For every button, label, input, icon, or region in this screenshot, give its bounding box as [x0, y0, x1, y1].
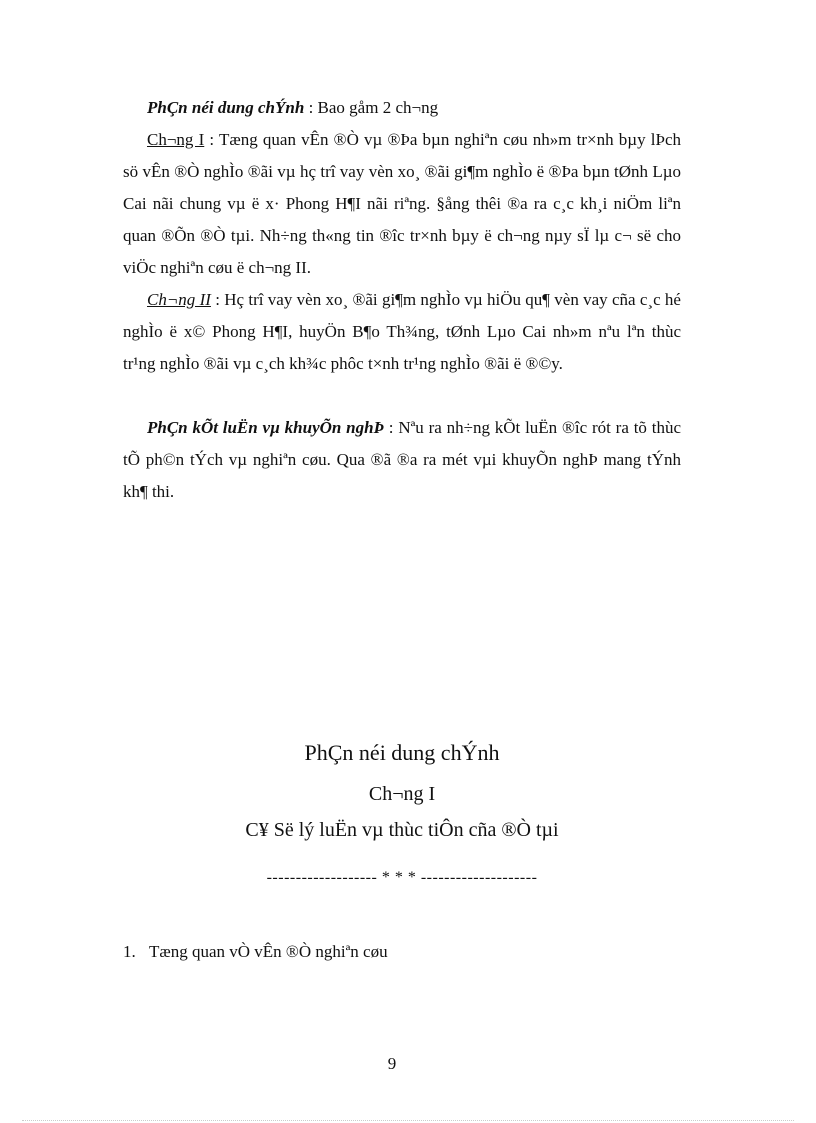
- intro-lead: PhÇn néi dung chÝnh: [147, 98, 305, 117]
- page-number: 9: [387, 1054, 397, 1073]
- conclusion-summary-lead: PhÇn kÕt luËn vµ khuyÕn nghÞ: [147, 418, 384, 437]
- chapter-subtitle: C¥ Së lý luËn vµ thùc tiÔn cña ®Ò tµi: [245, 819, 559, 841]
- chapter2-summary-lead: Ch¬ng II: [147, 290, 211, 309]
- intro-paragraph: [147, 92, 681, 124]
- chapter2-summary-text: : Hç trî vay vèn xo¸ ®ãi gi¶m nghÌo vµ hiÖu qu¶ vèn vay cña c¸c hé nghÌo ë x© Phong H¶I, huyÖn B¶o Th¾ng, tØnh Lµo Cai nh»m nªu lªn thùc tr¹ng nghÌo ®ãi vµ c¸ch kh¾c phôc t×nh tr¹ng nghÌo ®ãi ë ®©y.: [123, 290, 681, 373]
- chapter1-summary-text: : Tæng quan vÊn ®Ò vµ ®Þa bµn nghiªn cøu nh»m tr×nh bµy lÞch sö vÊn ®Ò nghÌo ®ãi vµ hç trî vay vèn xo¸ ®ãi gi¶m nghÌo ë ®Þa bµn tØnh Lµo Cai nãi chung vµ ë x· Phong H¶I nãi riªng. §ång thêi ®a ra c¸c kh¸i niÖm liªn quan ®Õn ®Ò tµi. Nh÷ng th«ng tin ®îc tr×nh bµy ë ch¬ng nµy sÏ lµ c¬ së cho viÖc nghiªn cøu ë ch¬ng II.: [123, 130, 681, 277]
- chapter2-summary-paragraph: [123, 284, 681, 380]
- chapter1-summary-lead: Ch¬ng I: [147, 130, 205, 149]
- intro-text: : Bao gåm 2 ch¬ng: [304, 98, 439, 117]
- page-bottom-edge: [22, 1120, 794, 1121]
- conclusion-summary-text: : Nªu ra nh÷ng kÕt luËn ®îc rót ra tõ thùc tÕ ph©n tÝch vµ nghiªn cøu. Qua ®ã ®a ra mét vµi khuyÕn nghÞ mang tÝnh kh¶ thi.: [123, 418, 681, 501]
- list-item: [123, 938, 681, 966]
- list-item-number: 1.: [123, 942, 136, 961]
- chapter1-summary-paragraph: [123, 124, 681, 284]
- list-item-text: Tæng quan vÒ vÊn ®Ò nghiªn cøu: [149, 942, 388, 961]
- conclusion-summary-paragraph: [123, 412, 681, 508]
- section-divider: ------------------- * * * --------------------: [266, 869, 538, 886]
- chapter-title: Ch¬ng I: [368, 783, 436, 805]
- section-title: PhÇn néi dung chÝnh: [304, 740, 500, 765]
